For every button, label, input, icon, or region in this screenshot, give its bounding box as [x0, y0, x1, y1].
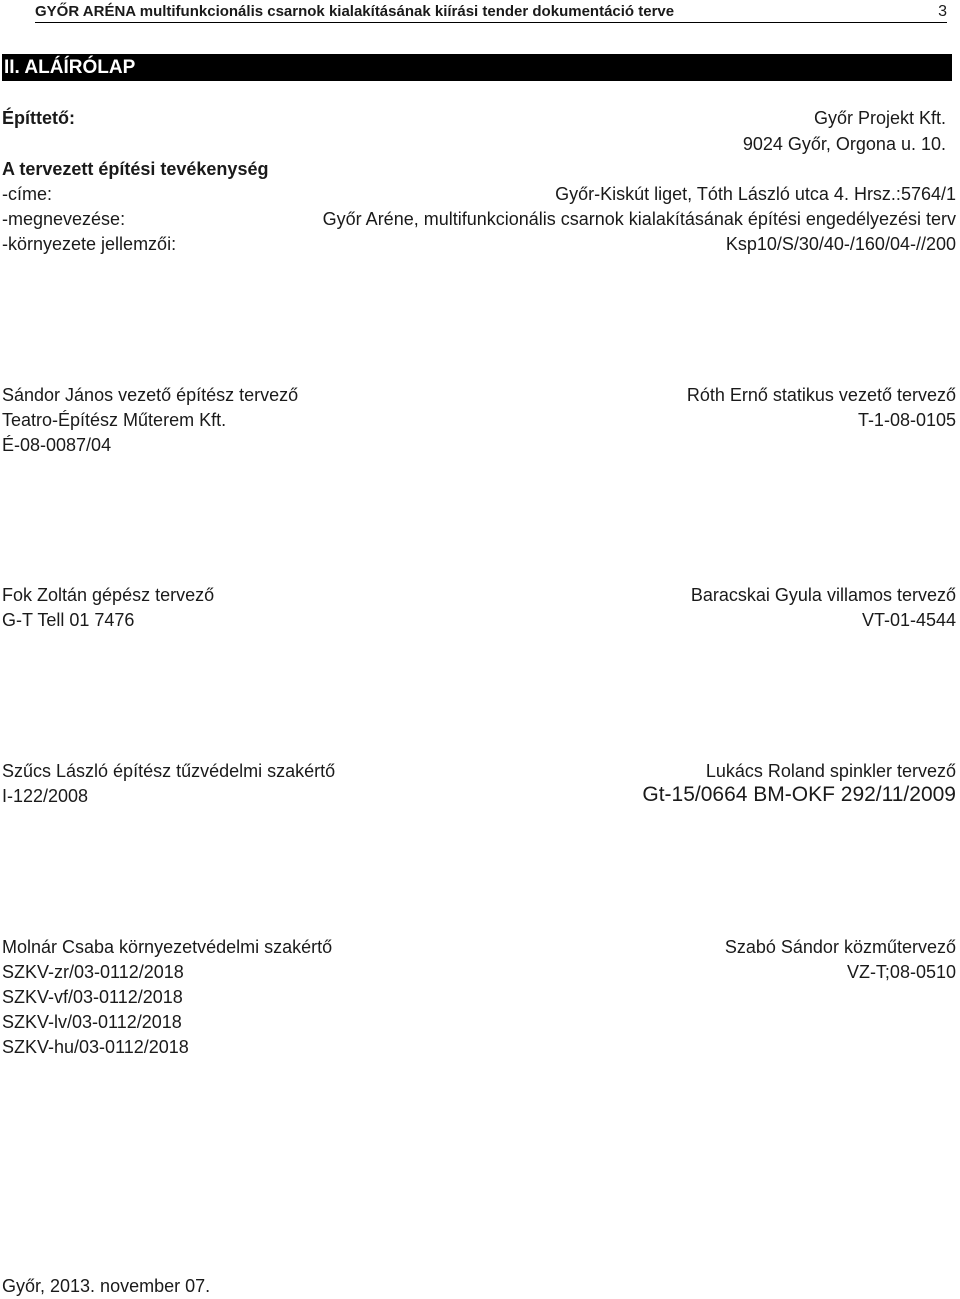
signatory-left3-line1: Szűcs László építész tűzvédelmi szakértő	[2, 761, 336, 781]
signatory-right3-line1: Lukács Roland spinkler tervező	[705, 761, 956, 781]
page-header	[35, 2, 947, 23]
signatory-right4-line2: VZ-T;08-0510	[846, 962, 956, 982]
signatory-left1-line3: É-08-0087/04	[2, 435, 112, 455]
signatory-left4-line3: SZKV-vf/03-0112/2018	[2, 987, 183, 1007]
activity-address-label: -címe:	[2, 184, 53, 204]
builder-name: Győr Projekt Kft.	[813, 108, 946, 128]
signatory-right2-line2: VT-01-4544	[861, 610, 956, 630]
activity-heading: A tervezett építési tevékenység	[2, 159, 269, 179]
section-title: II. ALÁÍRÓLAP	[4, 57, 136, 78]
signatory-left4-line2: SZKV-zr/03-0112/2018	[2, 962, 184, 982]
signatory-left2-line1: Fok Zoltán gépész tervező	[2, 585, 215, 605]
activity-name-label: -megnevezése:	[2, 209, 126, 229]
signatory-left2-line2: G-T Tell 01 7476	[2, 610, 135, 630]
signatory-right1-line1: Róth Ernő statikus vezető tervező	[686, 385, 956, 405]
builder-label: Építtető:	[2, 108, 75, 128]
signatory-left4-line5: SZKV-hu/03-0112/2018	[2, 1037, 189, 1057]
signatory-left4-line4: SZKV-lv/03-0112/2018	[2, 1012, 182, 1032]
signatory-right2-line1: Baracskai Gyula villamos tervező	[690, 585, 956, 605]
signatory-left1-line1: Sándor János vezető építész tervező	[2, 385, 299, 405]
builder-address: 9024 Győr, Orgona u. 10.	[742, 134, 946, 154]
activity-name-value: Győr Aréne, multifunkcionális csarnok kialakításának építési engedélyezési terv	[322, 209, 956, 229]
place-date: Győr, 2013. november 07.	[2, 1276, 211, 1296]
signatory-left3-line2: I-122/2008	[2, 786, 89, 806]
signatory-right4-line1: Szabó Sándor közműtervező	[724, 937, 956, 957]
signatory-right1-line2: T-1-08-0105	[857, 410, 956, 430]
activity-environment-value: Ksp10/S/30/40-/160/04-//200	[725, 234, 956, 254]
signatory-left4-line1: Molnár Csaba környezetvédelmi szakértő	[2, 937, 333, 957]
header-title: GYŐR ARÉNA multifunkcionális csarnok kialakításának kiírási tender dokumentáció terve	[35, 3, 675, 20]
section-title-bar	[2, 54, 952, 81]
signatory-right3-line2: Gt-15/0664 BM-OKF 292/11/2009	[642, 783, 956, 806]
signatory-left1-line2: Teatro-Építész Műterem Kft.	[2, 410, 227, 430]
activity-address-value: Győr-Kiskút liget, Tóth László utca 4. Hrsz.:5764/1	[555, 184, 956, 204]
page-number: 3	[938, 3, 947, 20]
activity-environment-label: -környezete jellemzői:	[2, 234, 177, 254]
